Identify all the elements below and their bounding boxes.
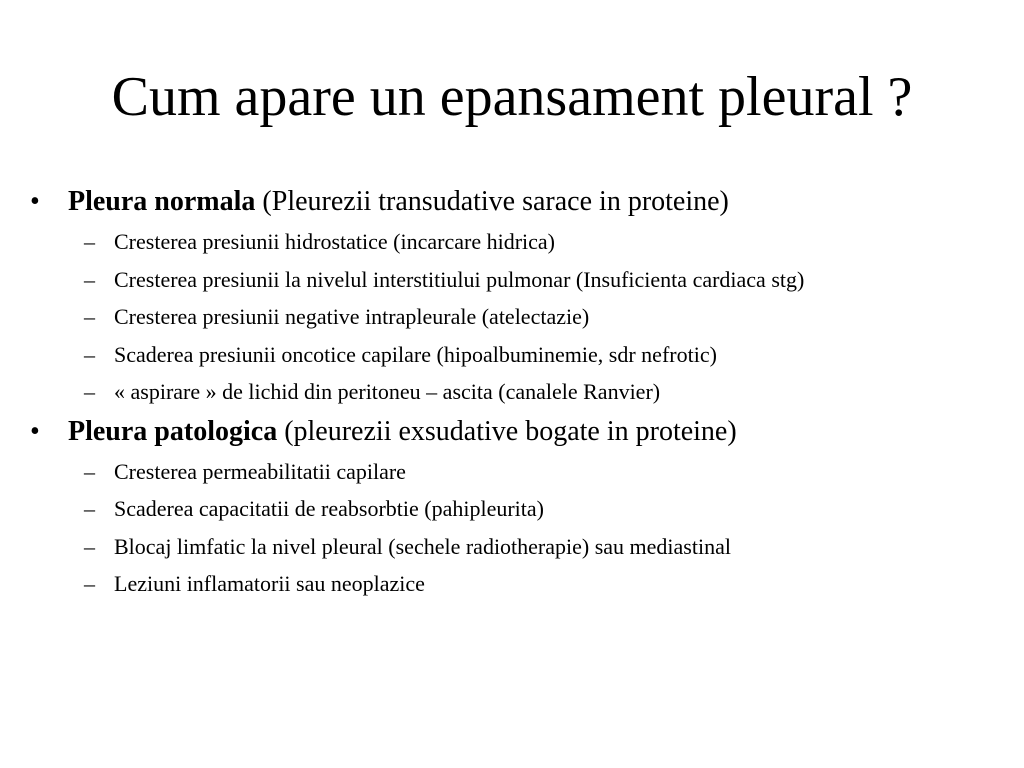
dash-icon: – [84, 571, 95, 596]
bullet-heading-bold: Pleura patologica [68, 415, 278, 447]
list-item [28, 565, 1018, 603]
list-item [28, 261, 1018, 299]
bullet-heading-bold: Pleura normala [68, 186, 256, 217]
list-item [28, 298, 1018, 336]
list-item [28, 336, 1018, 374]
list-item [28, 528, 1018, 566]
dash-icon: – [84, 304, 95, 329]
list-item-text: Cresterea presiunii hidrostatice (incarcare hidrica) [114, 229, 555, 254]
sublist-pleura-normala [28, 223, 1018, 411]
sublist-pleura-patologica [28, 453, 1018, 603]
list-item-text: Leziuni inflamatorii sau neoplazice [114, 571, 425, 596]
dash-icon: – [84, 341, 95, 367]
dash-icon: – [84, 533, 95, 559]
dash-icon: – [84, 458, 95, 484]
bullet-dot-icon: • [30, 415, 40, 447]
list-item-text: « aspirare » de lichid din peritoneu – ascita (canalele Ranvier) [114, 379, 661, 404]
list-item [28, 223, 1018, 261]
list-item-text: Cresterea presiunii la nivelul interstitiului pulmonar (Insuficienta cardiaca stg) [114, 266, 805, 292]
list-item-text: Cresterea permeabilitatii capilare [114, 458, 406, 484]
slide-content [28, 181, 1018, 603]
bullet-heading-text: (Pleurezii transudative sarace in proteine) [255, 186, 729, 217]
slide-title: Cum apare un epansament pleural ? [111, 66, 913, 128]
bullet-pleura-patologica [28, 411, 1018, 453]
bullet-heading-text: (pleurezii exsudative bogate in proteine) [277, 415, 737, 447]
dash-icon: – [84, 266, 95, 292]
dash-icon: – [84, 496, 95, 521]
list-item [28, 373, 1018, 411]
list-item-text: Cresterea presiunii negative intrapleurale (atelectazie) [114, 304, 590, 329]
list-item-text: Scaderea presiunii oncotice capilare (hipoalbuminemie, sdr nefrotic) [114, 341, 717, 367]
list-item [28, 453, 1018, 491]
bullet-pleura-normala [28, 181, 1018, 223]
list-item [28, 490, 1018, 528]
dash-icon: – [84, 379, 95, 404]
list-item-text: Blocaj limfatic la nivel pleural (sechele radiotherapie) sau mediastinal [114, 533, 731, 559]
list-item-text: Scaderea capacitatii de reabsorbtie (pahipleurita) [114, 496, 544, 521]
bullet-dot-icon: • [30, 186, 40, 217]
dash-icon: – [84, 229, 95, 254]
